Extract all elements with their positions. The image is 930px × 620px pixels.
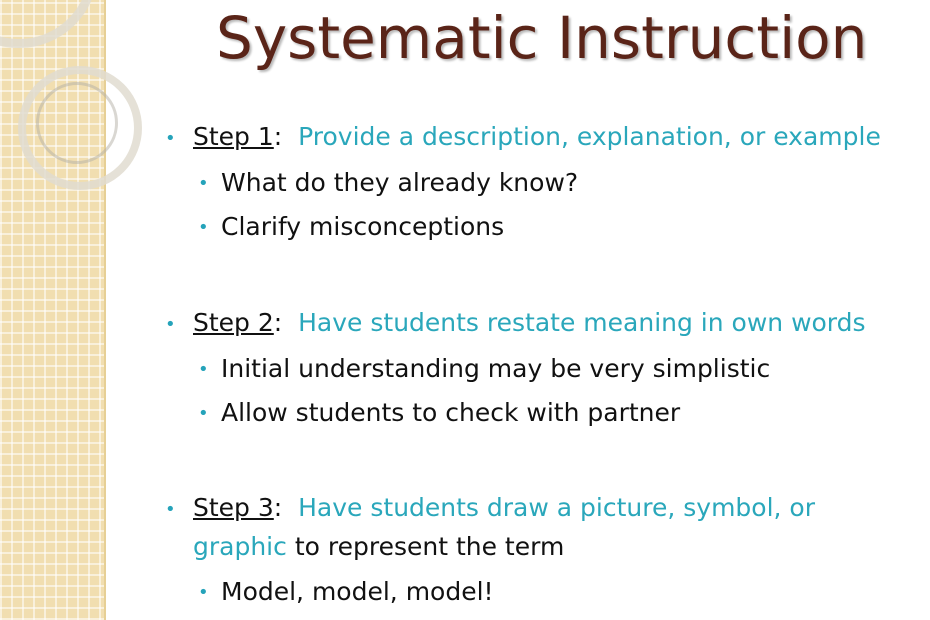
- step-3-line: Step 3: Have students draw a picture, symbol, or: [193, 493, 815, 522]
- step-1-label: Step 1: [193, 122, 274, 151]
- step-3-rest: to represent the term: [286, 532, 565, 561]
- bullet-icon: •: [198, 403, 209, 424]
- step-2-text: Have students restate meaning in own words: [298, 308, 866, 337]
- step-3-label: Step 3: [193, 493, 274, 522]
- step-1-sub-2: Clarify misconceptions: [221, 212, 505, 241]
- bullet-icon: •: [198, 217, 209, 238]
- bullet-icon: •: [165, 128, 176, 149]
- step-2-label: Step 2: [193, 308, 274, 337]
- step-1-line: Step 1: Provide a description, explanation, or example: [193, 122, 881, 151]
- step-1-text: Provide a description, explanation, or example: [298, 122, 881, 151]
- bullet-icon: •: [165, 314, 176, 335]
- step-3-sub-1: Model, model, model!: [221, 577, 494, 606]
- bullet-icon: •: [198, 582, 209, 603]
- step-3-highlight: graphic: [193, 532, 287, 561]
- bullet-icon: •: [165, 499, 176, 520]
- step-3-line-continued: [193, 530, 564, 564]
- decorative-ring-inner: [36, 82, 118, 164]
- step-2-line: Step 2: Have students restate meaning in own words: [193, 308, 866, 337]
- bullet-icon: •: [198, 173, 209, 194]
- slide-title: Systematic Instruction: [216, 4, 868, 72]
- step-3-text: Have students draw a picture, symbol, or: [298, 493, 815, 522]
- step-1-sub-1: What do they already know?: [221, 168, 579, 197]
- step-2-sub-2: Allow students to check with partner: [221, 398, 681, 427]
- step-2-sub-1: Initial understanding may be very simplistic: [221, 354, 771, 383]
- bullet-icon: •: [198, 359, 209, 380]
